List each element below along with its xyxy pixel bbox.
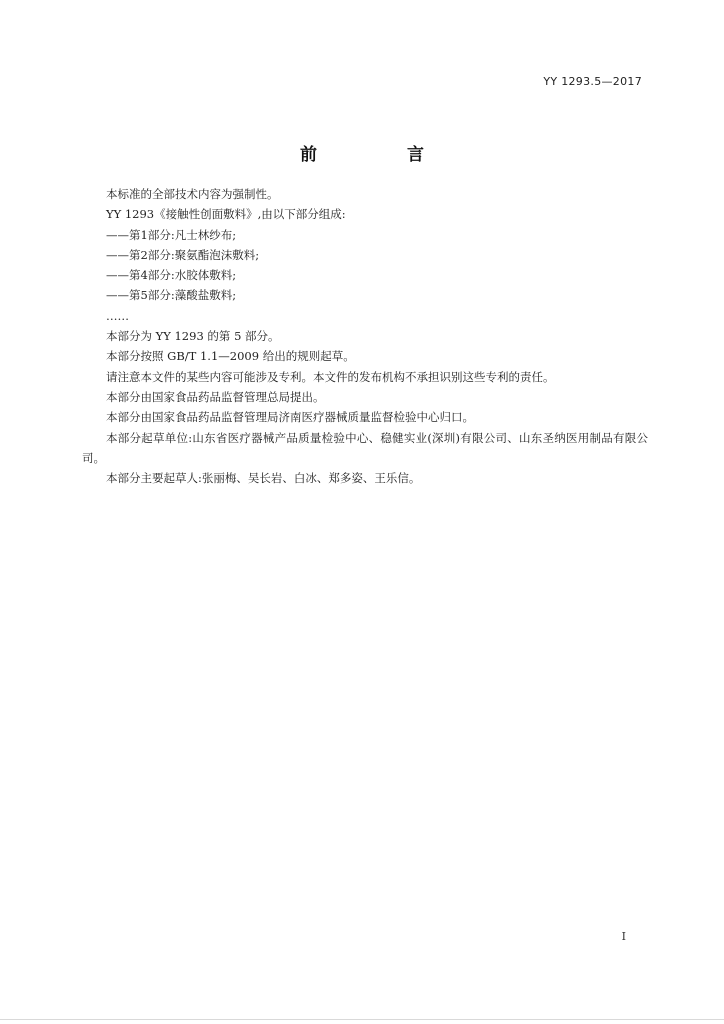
standard-code: YY 1293.5—2017 — [543, 75, 642, 88]
paragraph-proposed-by: 本部分由国家食品药品监督管理总局提出。 — [106, 389, 325, 404]
bottom-divider — [0, 1019, 724, 1020]
list-item-part-5: ——第5部分:藻酸盐敷料; — [106, 288, 237, 303]
list-item-part-4: ——第4部分:水胶体敷料; — [106, 268, 237, 283]
list-item-part-2: ——第2部分:聚氨酯泡沫敷料; — [106, 247, 260, 262]
list-item-part-1: ——第1部分:凡士林纱布; — [106, 227, 237, 242]
paragraph-drafters: 本部分主要起草人:张丽梅、吴长岩、白冰、郑多姿、王乐信。 — [106, 471, 421, 486]
paragraph-mandatory: 本标准的全部技术内容为强制性。 — [106, 187, 279, 201]
paragraph-centralized-by: 本部分由国家食品药品监督管理局济南医疗器械质量监督检验中心归口。 — [106, 410, 474, 425]
paragraph-drafting-rules: 本部分按照 GB/T 1.1—2009 给出的规则起草。 — [106, 349, 355, 364]
list-ellipsis: …… — [106, 308, 129, 323]
page-title: 前 言 — [300, 145, 466, 165]
paragraph-patent-notice: 请注意本文件的某些内容可能涉及专利。本文件的发布机构不承担识别这些专利的责任。 — [106, 369, 555, 384]
paragraph-drafting-units: 本部分起草单位:山东省医疗器械产品质量检验中心、稳健实业(深圳)有限公司、山东圣纳医用制品有限公司。 — [82, 430, 648, 465]
page-number: I — [621, 930, 626, 943]
paragraph-composition: YY 1293《接触性创面敷料》,由以下部分组成: — [106, 207, 346, 222]
paragraph-part-statement: 本部分为 YY 1293 的第 5 部分。 — [106, 329, 280, 344]
foreword-body — [82, 184, 648, 488]
